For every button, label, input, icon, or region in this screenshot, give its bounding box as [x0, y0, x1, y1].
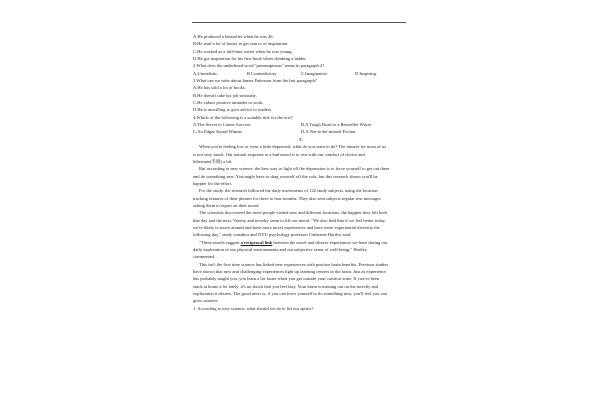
answer-option: A.Unrealistic.: [193, 70, 219, 76]
answer-option: A.The Secret to Career Success: [193, 122, 251, 128]
passage-line: asking them to report on their mood.: [193, 202, 260, 208]
question-stem: 3.What can we infer about James Patterson from the last paragraph?: [193, 78, 317, 84]
answer-option: C.An Edgar Award Winner: [193, 129, 243, 135]
answer-option: B.Contradictory.: [247, 70, 278, 76]
question-stem: 1. According to new science, what should we do to lift our spirits?: [193, 305, 314, 311]
passage-line: grow smarter.: [193, 298, 219, 304]
passage-paragraph: [193, 261, 409, 305]
underlined-phrase: a reciprocal link: [240, 239, 273, 245]
answer-option: C.He values positive attitudes to work.: [193, 100, 264, 106]
passage-line: The scientists discovered the more people visited new and different locations, the happier they felt both: [199, 210, 388, 216]
answer-option: D.Inspiring.: [355, 70, 377, 76]
answer-option: D.He got inspiration for his first book when climbing a ladder.: [193, 56, 307, 62]
passage-line: have shown that new and challenging experiences light up learning centers in the brain. Just as experience: [193, 269, 387, 274]
passage-line: [193, 239, 409, 246]
question-options-row: [193, 128, 409, 135]
passage-paragraph: [193, 239, 409, 261]
answer-option: A.He has sold a lot of books.: [193, 85, 246, 91]
passage-paragraph: [193, 209, 409, 238]
question-options-row: [193, 121, 409, 128]
answer-option: B.He doesn't take his job seriously.: [193, 92, 257, 98]
passage-line: has probably taught you, you learn a lot faster when you get outside your comfort zone. If you've been: [193, 276, 380, 282]
answer-option: A.He produced a bestseller when he was 26.: [193, 34, 274, 39]
answer-option: C.He worked as a full-time writer when he was young.: [193, 48, 293, 54]
passage-line: is not very much. Our natural response to a bad mood is to rest with our comfort of choice and: [193, 151, 365, 157]
answer-option: D.He is unwilling to give advice to readers.: [193, 107, 273, 113]
question-options-row: [193, 70, 409, 77]
passage-text: "These results suggest: [199, 239, 241, 245]
passage-paragraph: [193, 187, 409, 209]
answer-option: B.A Tough Road to a Bestseller Writer: [301, 122, 372, 128]
header-rule: [192, 22, 406, 23]
passage-line: daily exploration of our physical environments and our subjective sense of well-being," Hartley: [193, 246, 367, 252]
passage-line: we're likely to move around and have more novel experiences and have more experiential diversity the: [193, 224, 380, 230]
passage-line: hibernate(冬眠) a bit.: [193, 158, 233, 164]
passage-line: following day," study coauthor and NYU psychology professor Catherine Hartley said.: [193, 232, 352, 238]
passage-paragraph: [193, 143, 409, 165]
passage-line: stuck at home a lot lately, it's no shock that you feel lazy. Your brain is missing out on the novelty and: [193, 283, 379, 289]
passage-line: When you're feeling low or even a little depressed, what do you want to do? The answer for most of us: [199, 144, 386, 150]
question-stem: 2.What does the underlined word "presumptuous" mean in paragraph 2?: [193, 63, 325, 69]
passage-line: This isn't the first time science has linked new experiences with positive brain benefits. Previous studies: [199, 261, 389, 267]
question-stem: 4.Which of the following is a suitable title for the text?: [193, 114, 293, 120]
answer-option: B.He read a lot of books to get source of inspiration.: [193, 41, 289, 47]
passage-line: happier for the effort.: [193, 180, 233, 186]
answer-option: C.Imaginative.: [301, 70, 329, 76]
passage-paragraph: [193, 165, 409, 187]
document-content: [193, 33, 409, 312]
passage-line: commented.: [193, 254, 216, 260]
passage-line: exploration it desires. The good news is, if you can force yourself to do something new, you'll feel you can: [193, 291, 387, 297]
passage-line: But according to new science, the best way to fight off the depression is to force yourself to get out there: [199, 166, 390, 172]
section-heading: C: [299, 136, 303, 142]
passage-text: between the novel and diverse experiences we have during our: [272, 239, 388, 245]
passage-line: that day and the next. Variety and novelty seem to lift our mood. "We also find that if we feel better today,: [193, 217, 386, 223]
passage-line: and do something new. You might have to drag yourself off the sofa, but this research shows you'll be: [193, 173, 378, 179]
answer-option: D.A Not-to-be-missed Fiction: [301, 129, 356, 135]
passage-line: tracking features of their phones for three to four months. They also sent subjects regular text messages: [193, 195, 381, 201]
passage-line: For the study, the research followed the daily movements of 122 study subjects, using the location-: [199, 188, 379, 194]
